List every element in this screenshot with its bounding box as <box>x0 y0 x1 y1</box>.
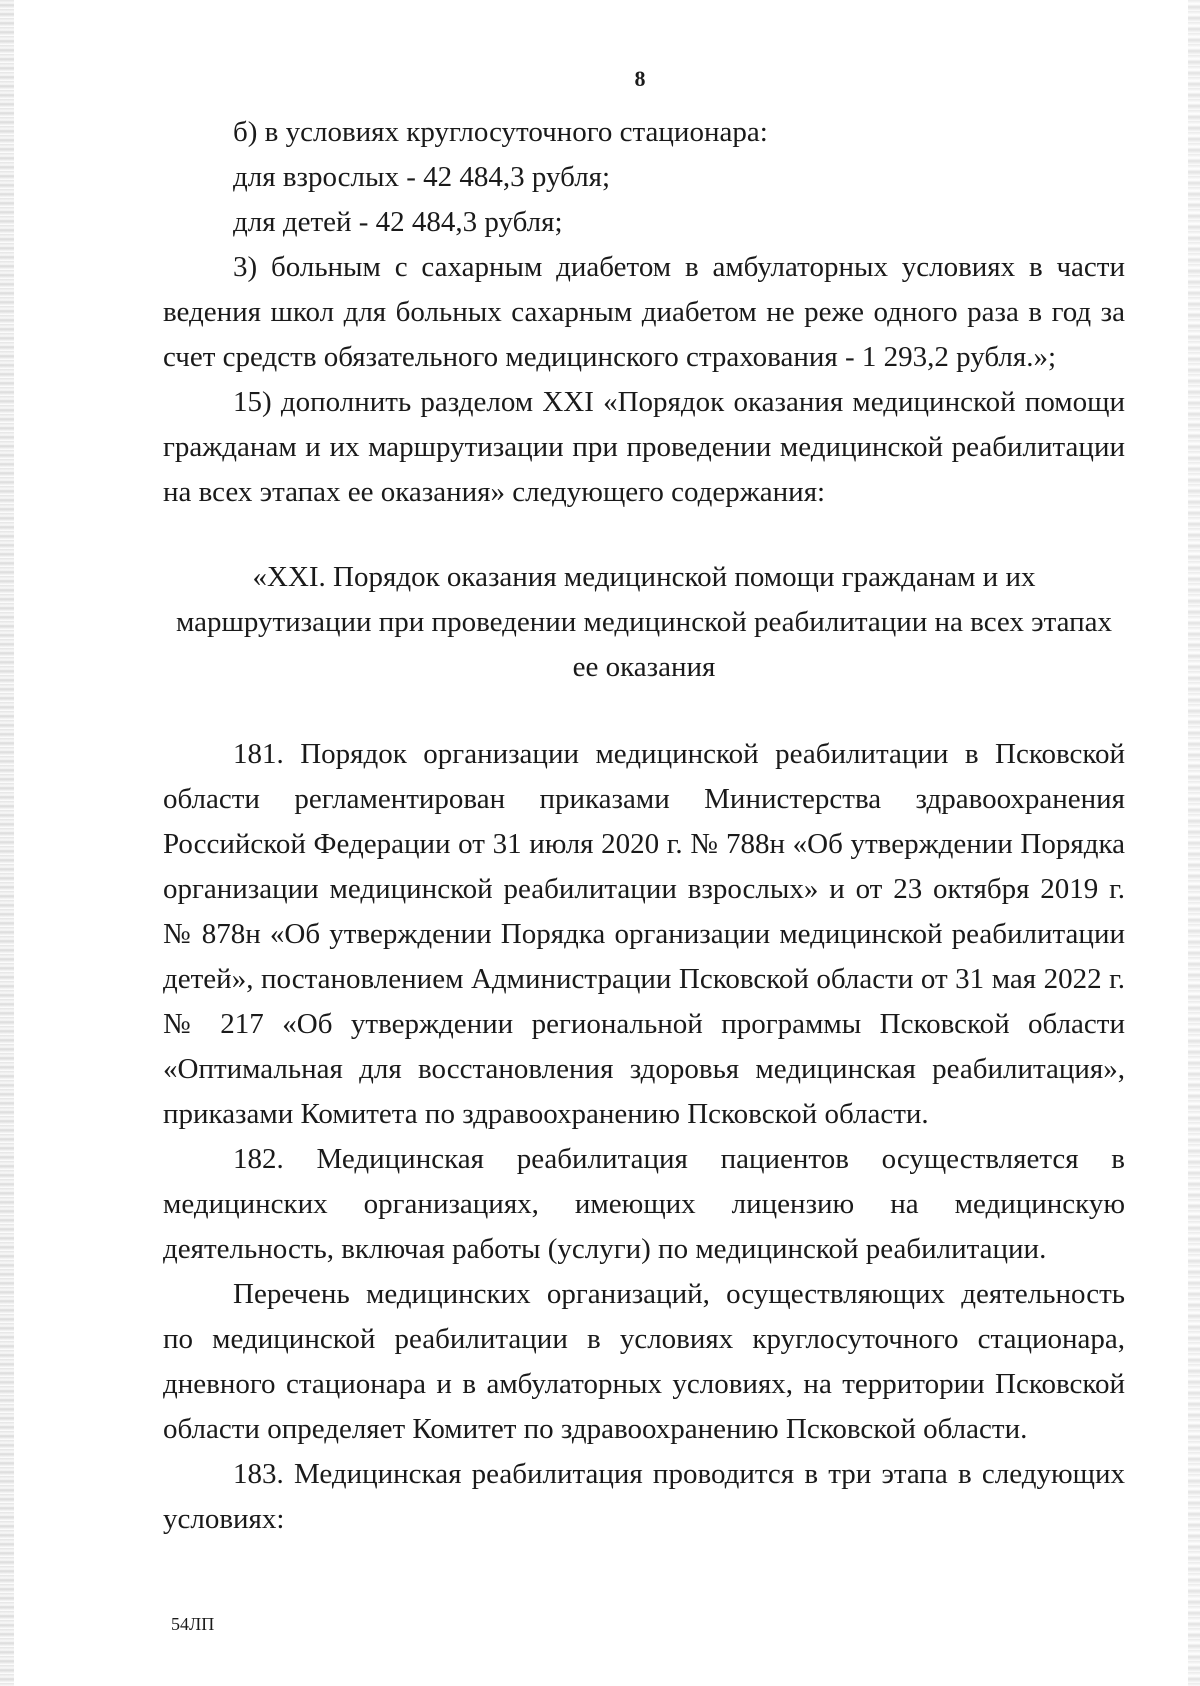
document-body <box>163 110 1125 1542</box>
page-number: 8 <box>634 66 646 91</box>
paragraph: 15) дополнить разделом XXI «Порядок оказания медицинской помощи гражданам и их маршрутизации при проведении медицинской реабилитации на всех этапах ее оказания» следующего содержания: <box>163 386 1125 508</box>
paragraph: 181. Порядок организации медицинской реабилитации в Псковской области регламентирован приказами Министерства здравоохранения Российской Федерации от 31 июля 2020 г. № 788н «Об утверждении Порядка организации медицинской реабилитации взрослых» и от 23 октября 2019 г. № 878н «Об утверждении Порядка организации медицинской реабилитации детей», постановлением Администрации Псковской области от 31 мая 2022 г. № 217 «Об утверждении региональной программы Псковской области «Оптимальная для восстановления здоровья медицинская реабилитация», приказами Комитета по здравоохранению Псковской области. <box>163 738 1125 1130</box>
scan-edge-left <box>0 0 14 1686</box>
paragraph: для детей - 42 484,3 рубля; <box>233 206 563 238</box>
paragraph: 183. Медицинская реабилитация проводится в три этапа в следующих условиях: <box>163 1458 1125 1535</box>
paragraph: 3) больным с сахарным диабетом в амбулаторных условиях в части ведения школ для больных сахарным диабетом не реже одного раза в год за счет средств обязательного медицинского страхования - 1 293,2 рубля.»; <box>163 251 1125 373</box>
paragraph: Перечень медицинских организаций, осуществляющих деятельность по медицинской реабилитации в условиях круглосуточного стационара, дневного стационара и в амбулаторных условиях, на территории Псковской области определяет Комитет по здравоохранению Псковской области. <box>163 1278 1125 1445</box>
paragraph: для взрослых - 42 484,3 рубля; <box>233 161 611 193</box>
section-heading: «XXI. Порядок оказания медицинской помощи гражданам и их маршрутизации при проведении медицинской реабилитации на всех этапах ее оказания <box>175 561 1113 683</box>
paragraph: 182. Медицинская реабилитация пациентов осуществляется в медицинских организациях, имеющих лицензию на медицинскую деятельность, включая работы (услуги) по медицинской реабилитации. <box>163 1143 1125 1265</box>
footer-code: 54ЛП <box>171 1614 215 1634</box>
paragraph: б) в условиях круглосуточного стационара: <box>233 116 768 148</box>
scan-edge-right <box>1188 0 1200 1686</box>
